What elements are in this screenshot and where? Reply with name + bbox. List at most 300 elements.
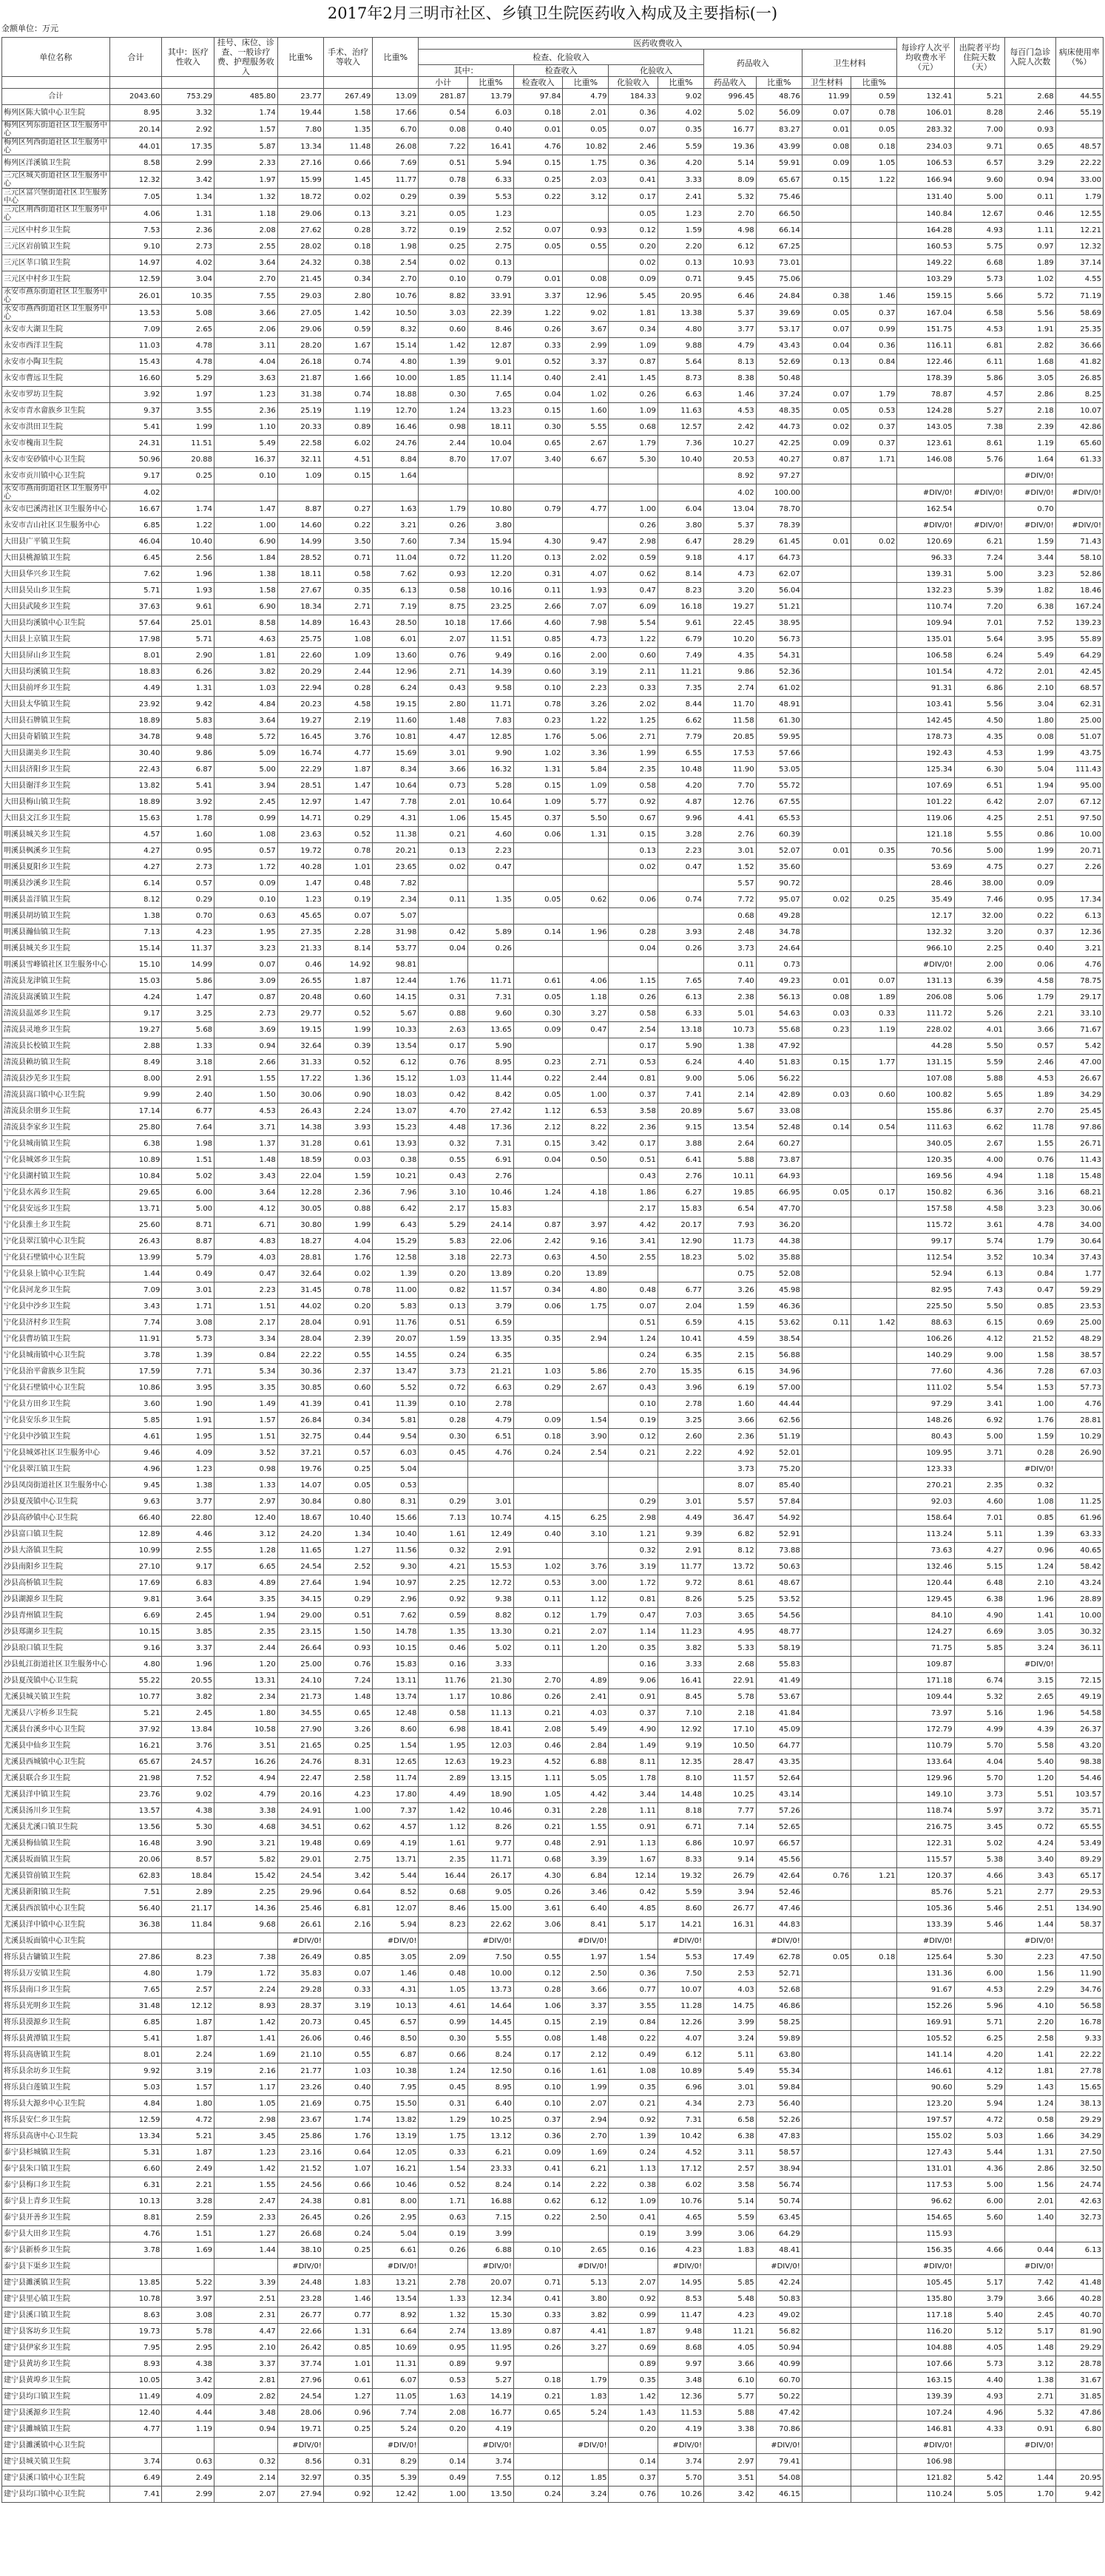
row-cell: 0.44: [323, 1429, 372, 1445]
row-cell: 5.83: [373, 1299, 419, 1315]
table-row: [2, 1169, 1104, 1185]
row-cell: 6.19: [703, 1380, 756, 1396]
row-cell: 6.12: [373, 1055, 419, 1071]
row-cell: 1.22: [162, 518, 214, 534]
row-cell: 0.35: [658, 121, 703, 138]
row-cell: 1.95: [214, 924, 278, 941]
row-cell: [162, 2259, 214, 2275]
row-cell: 106.26: [897, 1331, 954, 1348]
row-cell: [323, 1933, 372, 1950]
row-cell: 2.07: [419, 632, 467, 648]
row-cell: 2.42: [513, 1234, 562, 1250]
row-cell: 3.40: [1005, 1852, 1056, 1868]
row-cell: 1.31: [323, 2324, 372, 2340]
table-row: [2, 1901, 1104, 1917]
row-unit-name: 清流县温郊乡卫生院: [2, 1006, 110, 1022]
row-cell: 13.47: [373, 1364, 419, 1380]
row-cell: [563, 2454, 609, 2470]
row-cell: 1.76: [323, 2129, 372, 2145]
row-cell: 2.65: [1005, 1689, 1056, 1705]
row-cell: 4.03: [214, 1250, 278, 1266]
row-cell: 2.33: [214, 155, 278, 172]
row-cell: 0.37: [513, 811, 562, 827]
row-cell: 5.05: [563, 1771, 609, 1787]
row-cell: 2.45: [1005, 2308, 1056, 2324]
row-cell: 1.00: [419, 2487, 467, 2503]
row-cell: 67.03: [1055, 1364, 1103, 1380]
row-cell: 9.92: [109, 2063, 162, 2080]
row-unit-name: 沙县郑湖乡卫生院: [2, 1624, 110, 1640]
row-unit-name: 永安市西洋卫生院: [2, 338, 110, 354]
row-cell: 10.40: [373, 1527, 419, 1543]
row-cell: 10.64: [467, 794, 513, 811]
row-cell: [851, 1657, 897, 1673]
row-cell: 10.74: [467, 1510, 513, 1527]
row-cell: 1.58: [323, 105, 372, 121]
row-cell: 5.70: [954, 1738, 1005, 1754]
row-cell: 0.07: [802, 105, 851, 121]
row-cell: 1.12: [563, 1592, 609, 1608]
row-cell: 3.77: [703, 322, 756, 338]
row-cell: 5.56: [1005, 305, 1056, 322]
row-cell: 28.47: [703, 1754, 756, 1771]
row-cell: 0.85: [323, 1950, 372, 1966]
table-row: [2, 468, 1104, 484]
row-cell: 0.11: [513, 1640, 562, 1657]
row-cell: 281.87: [419, 89, 467, 105]
row-cell: 3.76: [323, 729, 372, 746]
row-cell: 13.72: [703, 1559, 756, 1575]
row-cell: 20.17: [658, 1217, 703, 1234]
row-unit-name: 泰宁县新桥乡卫生院: [2, 2242, 110, 2259]
row-cell: 0.74: [323, 387, 372, 403]
row-cell: 1.99: [162, 419, 214, 436]
row-cell: 0.65: [513, 2405, 562, 2421]
row-cell: 0.59: [323, 322, 372, 338]
row-cell: 3.05: [1005, 1624, 1056, 1640]
row-cell: 152.26: [897, 1998, 954, 2015]
row-cell: 97.27: [756, 468, 802, 484]
row-cell: 68.57: [1055, 680, 1103, 697]
row-cell: 5.90: [467, 1038, 513, 1055]
row-cell: 81.90: [1055, 2324, 1103, 2340]
row-cell: 2.88: [109, 1038, 162, 1055]
row-cell: 0.55: [323, 1348, 372, 1364]
row-cell: 42.86: [1055, 419, 1103, 436]
row-cell: 1.99: [563, 2080, 609, 2096]
row-cell: 8.12: [109, 892, 162, 908]
row-cell: [802, 223, 851, 239]
row-unit-name: 三元区中村乡卫生院: [2, 271, 110, 288]
row-cell: 54.08: [756, 2470, 802, 2487]
row-cell: 0.20: [609, 239, 658, 255]
row-cell: 8.12: [703, 1543, 756, 1559]
table-row: [2, 1250, 1104, 1266]
row-cell: 3.72: [1005, 1803, 1056, 1819]
row-cell: [802, 371, 851, 387]
row-cell: 7.01: [954, 615, 1005, 632]
row-cell: 0.13: [419, 843, 467, 859]
header-exam-fee: 检查收入: [513, 77, 562, 89]
table-row: [2, 223, 1104, 239]
row-cell: 17.35: [162, 138, 214, 155]
row-cell: 0.29: [323, 811, 372, 827]
row-cell: 2.76: [467, 1169, 513, 1185]
row-cell: 1.75: [419, 2129, 467, 2145]
row-cell: 89.29: [1055, 1852, 1103, 1868]
row-cell: 6.90: [214, 534, 278, 550]
row-cell: 0.07: [609, 1299, 658, 1315]
row-cell: #DIV/0!: [897, 1933, 954, 1950]
row-unit-name: 宁化县中沙乡卫生院: [2, 1299, 110, 1315]
row-unit-name: 建宁县溪口镇中心卫生院: [2, 2470, 110, 2487]
row-cell: [851, 1331, 897, 1348]
row-cell: 3.80: [658, 518, 703, 534]
row-cell: 18.23: [658, 1250, 703, 1266]
row-cell: 0.37: [609, 1705, 658, 1722]
row-cell: 5.00: [162, 1201, 214, 1217]
row-cell: [802, 811, 851, 827]
row-unit-name: 永安市贡川镇中心卫生院: [2, 468, 110, 484]
row-cell: [802, 1461, 851, 1478]
row-cell: 0.11: [513, 1592, 562, 1608]
row-cell: 2.78: [419, 2275, 467, 2291]
row-cell: 0.26: [323, 2210, 372, 2226]
row-unit-name: 明溪县城关乡卫生院: [2, 941, 110, 957]
row-cell: 2.39: [1005, 419, 1056, 436]
row-cell: 2.81: [214, 2373, 278, 2389]
row-cell: [802, 1689, 851, 1705]
row-cell: [513, 1543, 562, 1559]
row-cell: [658, 1266, 703, 1282]
row-cell: 1.42: [851, 1315, 897, 1331]
row-cell: 13.54: [373, 1038, 419, 1055]
row-cell: 4.98: [703, 223, 756, 239]
row-cell: 10.13: [109, 2194, 162, 2210]
row-cell: 12.36: [658, 2389, 703, 2405]
row-cell: 1.87: [162, 2031, 214, 2047]
row-cell: 0.26: [513, 322, 562, 338]
row-cell: 6.57: [373, 2015, 419, 2031]
row-cell: [851, 2389, 897, 2405]
row-cell: 0.14: [513, 2177, 562, 2194]
row-cell: 57.66: [756, 746, 802, 762]
row-cell: 16.78: [1055, 2015, 1103, 2031]
table-row: [2, 1966, 1104, 1982]
table-row: [2, 973, 1104, 990]
row-cell: 6.02: [323, 436, 372, 452]
row-cell: 56.73: [756, 632, 802, 648]
row-cell: 6.10: [703, 2373, 756, 2389]
row-cell: 48.57: [1055, 138, 1103, 155]
row-cell: 11.65: [277, 1543, 323, 1559]
row-cell: 0.19: [609, 2226, 658, 2242]
row-cell: 0.12: [513, 1966, 562, 1982]
row-cell: 5.00: [954, 2177, 1005, 2194]
row-cell: 10.11: [703, 1169, 756, 1185]
row-cell: 50.22: [756, 2389, 802, 2405]
row-cell: 8.50: [373, 2031, 419, 2047]
row-cell: [513, 1478, 562, 1494]
row-cell: 16.46: [373, 419, 419, 436]
row-cell: 2.98: [214, 2112, 278, 2129]
row-cell: 11.84: [162, 1917, 214, 1933]
row-cell: 7.49: [658, 648, 703, 664]
row-cell: 5.54: [609, 615, 658, 632]
table-row: [2, 2145, 1104, 2161]
row-cell: 0.60: [419, 322, 467, 338]
row-cell: [1055, 876, 1103, 892]
row-cell: 28.81: [277, 1250, 323, 1266]
row-cell: [802, 271, 851, 288]
row-cell: 53.62: [756, 1315, 802, 1331]
row-cell: 37.63: [109, 599, 162, 615]
row-cell: [802, 1884, 851, 1901]
row-cell: 2.92: [162, 121, 214, 138]
row-cell: 71.67: [1055, 1022, 1103, 1038]
row-unit-name: 明溪县枫溪乡卫生院: [2, 843, 110, 859]
row-cell: 0.05: [802, 305, 851, 322]
row-cell: 4.06: [109, 206, 162, 223]
row-cell: 11.58: [703, 713, 756, 729]
row-cell: 3.06: [513, 1917, 562, 1933]
row-cell: 13.74: [373, 1689, 419, 1705]
row-cell: [513, 876, 562, 892]
row-cell: 1.36: [323, 1071, 372, 1087]
row-cell: 0.87: [609, 354, 658, 371]
row-unit-name: 尤溪县西滨镇中心卫生院: [2, 1901, 110, 1917]
row-cell: 8.95: [109, 105, 162, 121]
row-cell: 6.74: [954, 1673, 1005, 1689]
table-row: [2, 1266, 1104, 1282]
row-cell: 3.27: [563, 1006, 609, 1022]
row-cell: 0.99: [214, 811, 278, 827]
row-cell: 1.41: [1005, 1608, 1056, 1624]
row-cell: [851, 189, 897, 206]
row-cell: [802, 2177, 851, 2194]
row-cell: [851, 2308, 897, 2324]
row-cell: 4.36: [954, 2161, 1005, 2177]
row-cell: 57.00: [756, 1380, 802, 1396]
table-row: [2, 1120, 1104, 1136]
row-cell: 10.50: [703, 1738, 756, 1754]
row-cell: 52.48: [756, 1120, 802, 1136]
row-cell: 0.87: [513, 2324, 562, 2340]
row-cell: 1.11: [609, 1803, 658, 1819]
row-cell: 0.02: [323, 1266, 372, 1282]
row-cell: 1.59: [323, 1169, 372, 1185]
row-cell: 3.78: [109, 1348, 162, 1364]
row-cell: 6.45: [109, 550, 162, 567]
row-cell: 13.89: [467, 1266, 513, 1282]
row-cell: 53.52: [756, 1592, 802, 1608]
row-cell: 2.55: [162, 1543, 214, 1559]
row-cell: [513, 843, 562, 859]
row-cell: [467, 876, 513, 892]
row-cell: 4.09: [162, 2389, 214, 2405]
row-cell: 0.55: [323, 2047, 372, 2063]
row-cell: 5.30: [954, 1950, 1005, 1966]
row-cell: [851, 468, 897, 484]
row-cell: 2.07: [609, 2275, 658, 2291]
row-cell: [802, 664, 851, 680]
row-cell: 6.51: [467, 1429, 513, 1445]
row-cell: 23.77: [277, 89, 323, 105]
row-cell: 10.33: [373, 1022, 419, 1038]
row-cell: 63.80: [756, 2047, 802, 2063]
table-row: [2, 452, 1104, 468]
row-cell: [513, 1494, 562, 1510]
row-cell: 15.12: [373, 1071, 419, 1087]
row-cell: [851, 1169, 897, 1185]
row-cell: 0.30: [513, 419, 562, 436]
row-cell: 10.07: [658, 1982, 703, 1998]
row-cell: 7.14: [703, 1819, 756, 1836]
row-cell: 49.19: [1055, 1689, 1103, 1705]
row-cell: 5.40: [954, 2308, 1005, 2324]
row-cell: #DIV/0!: [563, 2259, 609, 2275]
row-cell: 4.77: [563, 501, 609, 518]
table-row: [2, 1722, 1104, 1738]
row-cell: [851, 1429, 897, 1445]
row-cell: 120.69: [897, 534, 954, 550]
row-cell: 1.39: [373, 1266, 419, 1282]
row-cell: 41.39: [277, 1396, 323, 1413]
row-cell: 97.86: [1055, 1120, 1103, 1136]
row-cell: [802, 2389, 851, 2405]
row-cell: 4.35: [703, 648, 756, 664]
row-unit-name: 清流县灵地乡卫生院: [2, 1022, 110, 1038]
row-cell: 0.85: [1005, 1510, 1056, 1527]
row-cell: 2.38: [703, 990, 756, 1006]
row-cell: 6.01: [373, 632, 419, 648]
row-cell: 1.76: [513, 729, 562, 746]
row-cell: [851, 371, 897, 387]
row-cell: 6.11: [954, 354, 1005, 371]
row-cell: 0.17: [609, 189, 658, 206]
row-cell: 4.05: [703, 2340, 756, 2356]
row-cell: 2.95: [162, 2340, 214, 2356]
row-cell: 0.24: [513, 1445, 562, 1461]
row-cell: 0.01: [513, 121, 562, 138]
row-cell: 0.48: [323, 876, 372, 892]
row-cell: 3.27: [563, 2340, 609, 2356]
row-unit-name: 将乐县黄潭镇卫生院: [2, 2031, 110, 2047]
row-cell: 1.67: [609, 1852, 658, 1868]
row-cell: 2.70: [214, 271, 278, 288]
row-cell: 2.37: [323, 1364, 372, 1380]
row-cell: 8.92: [373, 2308, 419, 2324]
row-cell: 1.89: [851, 990, 897, 1006]
row-cell: 4.60: [467, 827, 513, 843]
row-cell: 0.95: [419, 2340, 467, 2356]
row-cell: 13.65: [467, 1022, 513, 1038]
row-cell: 6.62: [954, 1120, 1005, 1136]
row-cell: [851, 1998, 897, 2015]
row-cell: 121.82: [897, 2470, 954, 2487]
row-cell: 0.25: [323, 1738, 372, 1754]
row-cell: 18.11: [467, 419, 513, 436]
row-cell: 1.38: [109, 908, 162, 924]
row-cell: 3.67: [563, 322, 609, 338]
row-cell: 5.04: [373, 2226, 419, 2242]
row-cell: 5.86: [954, 371, 1005, 387]
row-unit-name: 三元区富兴堡街道社区卫生服务中心: [2, 189, 110, 206]
row-unit-name: 沙县湖源乡卫生院: [2, 1592, 110, 1608]
row-cell: 7.50: [467, 1950, 513, 1966]
row-cell: 0.93: [323, 1640, 372, 1657]
row-cell: 5.14: [703, 155, 756, 172]
row-cell: 8.42: [467, 1087, 513, 1103]
row-cell: 56.13: [756, 990, 802, 1006]
row-cell: 45.65: [277, 908, 323, 924]
row-cell: 11.95: [467, 2340, 513, 2356]
row-cell: 149.10: [897, 1787, 954, 1803]
row-cell: 2.10: [1005, 680, 1056, 697]
row-cell: 13.21: [373, 2275, 419, 2291]
table-row: [2, 1592, 1104, 1608]
row-cell: 13.07: [373, 1103, 419, 1120]
row-cell: 20.89: [658, 1103, 703, 1120]
row-cell: 90.60: [897, 2080, 954, 2096]
row-cell: 92.03: [897, 1494, 954, 1510]
row-cell: 5.90: [658, 1038, 703, 1055]
row-cell: 1.66: [323, 371, 372, 387]
row-cell: 0.10: [609, 1396, 658, 1413]
row-cell: [851, 2324, 897, 2340]
row-cell: 2.17: [609, 1201, 658, 1217]
row-cell: 20.95: [1055, 2470, 1103, 2487]
row-cell: [467, 1478, 513, 1494]
row-cell: 0.80: [323, 1494, 372, 1510]
row-cell: 46.04: [109, 534, 162, 550]
row-cell: 4.17: [703, 550, 756, 567]
row-cell: 6.77: [658, 1282, 703, 1299]
row-cell: 4.70: [419, 1103, 467, 1120]
row-cell: [802, 567, 851, 583]
row-cell: 73.87: [756, 1152, 802, 1169]
row-cell: 6.41: [658, 1152, 703, 1169]
row-cell: 5.32: [954, 1689, 1005, 1705]
row-cell: 47.46: [756, 1901, 802, 1917]
row-cell: 9.86: [703, 664, 756, 680]
row-cell: 12.67: [954, 206, 1005, 223]
row-cell: #DIV/0!: [756, 1933, 802, 1950]
row-cell: 1.46: [703, 387, 756, 403]
row-cell: 2.41: [563, 371, 609, 387]
row-unit-name: 将乐县光明乡卫生院: [2, 1998, 110, 2015]
row-cell: 10.15: [373, 1640, 419, 1657]
row-cell: 0.94: [214, 1038, 278, 1055]
row-cell: [851, 697, 897, 713]
row-cell: 96.33: [897, 550, 954, 567]
row-cell: 1.53: [1005, 1380, 1056, 1396]
row-cell: 15.53: [467, 1559, 513, 1575]
row-cell: 32.50: [1055, 2161, 1103, 2177]
row-cell: 132.46: [897, 1559, 954, 1575]
row-cell: 7.62: [109, 567, 162, 583]
row-cell: 26.61: [277, 1917, 323, 1933]
row-cell: [802, 2063, 851, 2080]
row-cell: [563, 941, 609, 957]
row-cell: 0.10: [419, 271, 467, 288]
row-cell: 14.45: [467, 2015, 513, 2031]
row-cell: 1.85: [563, 2470, 609, 2487]
row-unit-name: 梅列区列东街道社区卫生服务中心: [2, 121, 110, 138]
row-cell: 2.26: [1055, 859, 1103, 876]
row-cell: 0.04: [513, 387, 562, 403]
row-cell: 12.34: [467, 2291, 513, 2308]
